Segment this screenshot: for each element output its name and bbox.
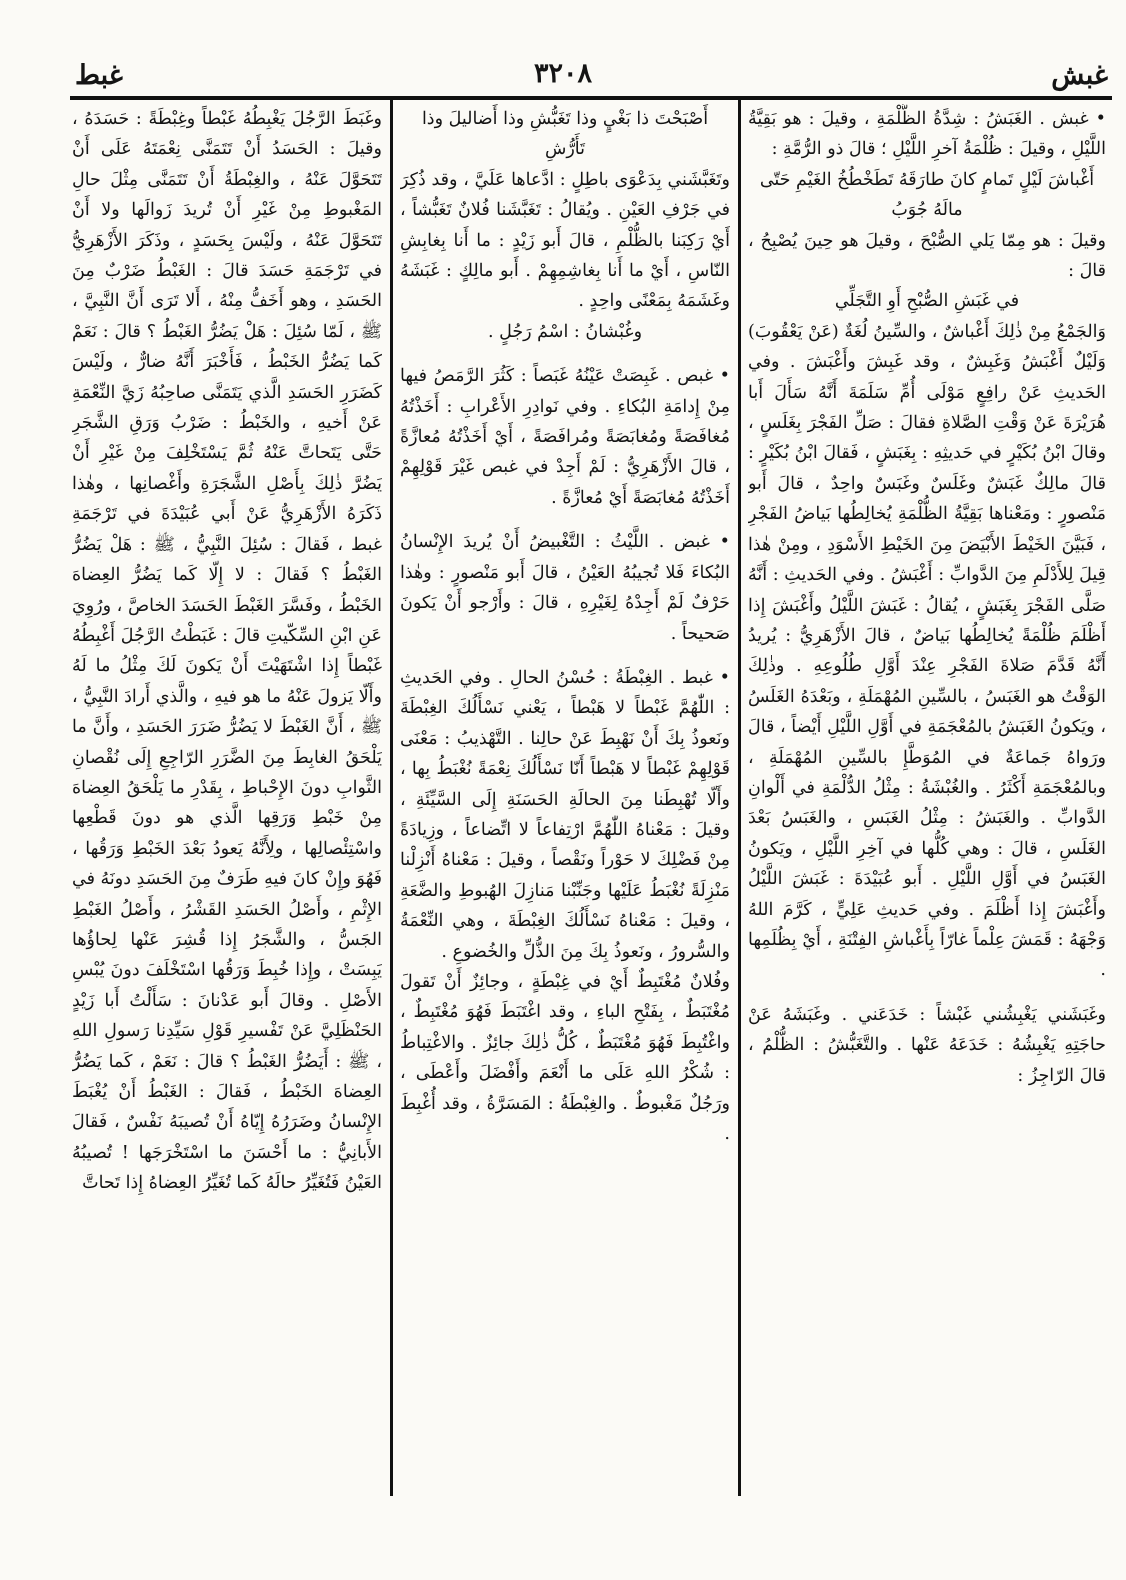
entry-ghabas: • غبص . غَبِصَتْ عَيْنُهُ غَبَصاً : كَثُرَ الرَّمَصُ فيها مِنْ إِدامَةِ البُكاءِ . وفي نَوادِرِ الأَعْرابِ : أَخَذْتُهُ مُغافَصَةً ومُغابَصَةً ومُرافَصَةً ، أَيْ أَخَذْتُهُ مُعازَّةً ، قالَ الأَزْهَرِيُّ : لَمْ أَجِدْ في غبص غَيْرَ قَوْلِهِمْ أَخَذْتُهُ مُغابَصَةً أَيْ مُعازَّةً . [400, 366, 730, 508]
column-right [748, 104, 1106, 1484]
paragraph: وغَبَطَ الرَّجُلَ يَغْبِطُهُ غَبْطاً وغِبْطَةً : حَسَدَهُ ، وقيلَ : الحَسَدُ أَنْ تَتَمَنَّى نِعْمَتَهُ عَلَى أَنْ تَتَحَوَّلَ عَنْهُ ، والغِبْطَةُ أَنْ تَتَمَنَّى مِثْلَ حالِ المَغْبوطِ مِنْ غَيْرِ أَنْ تُريدَ زَوالَها ولا أَنْ تَتَحَوَّلَ عَنْهُ ، ولَيْسَ بِحَسَدٍ ، وذَكَرَ الأَزْهَرِيُّ في تَرْجَمَةِ حَسَدَ قالَ : الغَبْطُ ضَرْبٌ مِنَ الحَسَدِ ، وهو أَخَفُّ مِنْهُ ، أَلا تَرَى أَنَّ النَّبِيَّ ، ﷺ ، لَمّا سُئِلَ : هَلْ يَضُرُّ الغَبْطُ ؟ قالَ : نَعَمْ كَما يَضُرُّ الخَبْطُ ، فَأَخْبَرَ أَنَّهُ ضارٌّ ، ولَيْسَ كَضَرَرِ الحَسَدِ الَّذي يَتَمَنَّى صاحِبُهُ زَيَّ النِّعْمَةِ عَنْ أَخيهِ ، والخَبْطُ : ضَرْبُ وَرَقِ الشَّجَرِ حَتَّى يَتَحاتَّ عَنْهُ ثُمَّ يَسْتَخْلِفَ مِنْ غَيْرِ أَنْ يَضُرَّ ذٰلِكَ بِأَصْلِ الشَّجَرَةِ وأَغْصانِها ، وهٰذا ذَكَرَهُ الأَزْهَرِيُّ عَنْ أَبي عُبَيْدَةَ في تَرْجَمَةِ غبط ، فَقالَ : سُئِلَ النَّبِيُّ ، ﷺ : هَلْ يَضُرُّ الغَبْطُ ؟ فَقالَ : لا إِلّا كَما يَضُرُّ العِضاهَ الخَبْطُ ، وفَسَّرَ الغَبْطَ الحَسَدَ الخاصَّ ، ورُوِيَ عَنِ ابْنِ السِّكّيتِ قالَ : غَبَطْتُ الرَّجُلَ أَغْبِطُهُ غَبْطاً إِذا اشْتَهَيْتَ أَنْ يَكونَ لَكَ مِثْلُ ما لَهُ وأَلّا يَزولَ عَنْهُ ما هو فيهِ ، والَّذي أَرادَ النَّبِيُّ ، ﷺ ، أَنَّ الغَبْطَ لا يَضُرُّ ضَرَرَ الحَسَدِ ، وأَنَّ ما يَلْحَقُ الغابِطَ مِنَ الضَّرَرِ الرّاجِعِ إِلَى نُقْصانِ الثَّوابِ دونَ الإِحْباطِ ، بِقَدْرِ ما يَلْحَقُ العِضاهَ مِنْ خَبْطِ وَرَقِها الَّذي هو دونَ قَطْعِها واسْتِئْصالِها ، ولِأَنَّهُ يَعودُ بَعْدَ الخَبْطِ وَرَقُها ، فَهُوَ وإِنْ كانَ فيهِ طَرَفٌ مِنَ الحَسَدِ دونَهُ في الإِثْمِ ، وأَصْلُ الحَسَدِ القَشْرُ ، وأَصْلُ الغَبْطِ الجَسُّ ، والشَّجَرُ إِذا قُشِرَ عَنْها لِحاؤُها يَبِسَتْ ، وإِذا خُبِطَ وَرَقُها اسْتَخْلَفَ دونَ يُبْسِ الأَصْلِ . وقالَ أَبو عَدْنانَ : سَأَلْتُ أَبا زَيْدٍ الحَنْظَلِيَّ عَنْ تَفْسيرِ قَوْلِ سَيِّدِنا رَسولِ اللهِ ، ﷺ : أَيَضُرُّ الغَبْطُ ؟ قالَ : نَعَمْ ، كَما يَضُرُّ العِضاهَ الخَبْطُ ، فَقالَ : الغَبْطُ أَنْ يُغْبَطَ الإِنْسانُ وضَرَرُهُ إِيّاهُ أَنْ تُصيبَهُ نَفْسٌ ، فَقالَ الأَبانِيُّ : ما أَحْسَنَ ما اسْتَخْرَجَها ! تُصيبُهُ العَيْنُ فَتُغَيِّرُ حالَهُ كَما تُغَيِّرُ العِضاهُ إِذا تَحاتَّ [72, 109, 382, 1194]
column-middle [400, 104, 730, 1484]
page-number: ٣٢٠٨ [533, 58, 592, 89]
header-left-word: غبط [75, 60, 123, 91]
header-rule [70, 96, 1112, 100]
paragraph: وغُبْشانُ : اسْمُ رَجُلٍ . [487, 321, 643, 342]
paragraph: وفُلانٌ مُغْتَبِطٌ أَيْ في غِبْطَةٍ ، وجائِزٌ أَنْ تَقولَ مُغْتَبَطٌ ، بِفَتْحِ الباءِ ، وقد اغْتَبَطَ فَهُوَ مُغْتَبِطٌ ، واغْتُبِطَ فَهُوَ مُغْتَبَطٌ ، كُلُّ ذٰلِكَ جائِزٌ . والاغْتِباطُ : شُكْرُ اللهِ عَلَى ما أَنْعَمَ وأَفْضَلَ وأَعْطَى ، ورَجُلٌ مَغْبوطٌ . والغِبْطَةُ : المَسَرَّةُ ، وقد أُغْبِطَ . [400, 971, 730, 1144]
paragraph: وَالجَمْعُ مِنْ ذٰلِكَ أَغْباشٌ ، والسِّينُ لُغَةٌ (عَنْ يَعْقُوبَ) وَلَيْلٌ أَغْبَشُ وَغَبِشٌ ، وقد غَبِشَ وأَغْبَشَ . وفي الحَديثِ عَنْ رافِعٍ مَوْلَى أُمِّ سَلَمَةَ أَنَّهُ سَأَلَ أَبا هُرَيْرَةَ عَنْ وَقْتِ الصَّلاةِ فقالَ : صَلِّ الفَجْرَ بِغَلَسٍ ، وقالَ ابْنُ بُكَيْرٍ في حَديثِهِ : بِغَبَشٍ ، فَقالَ ابْنُ بُكَيْرٍ : قالَ مالِكٌ غَبَشٌ وغَلَسٌ وغَبَسٌ واحِدٌ ، قالَ أَبو مَنْصورٍ : ومَعْناها بَقِيَّةُ الظُّلْمَةِ يُخالِطُها بَياضُ الفَجْرِ ، فَبَيَّنَ الخَيْطَ الأَبْيَضَ مِنَ الخَيْطِ الأَسْوَدِ ، ومِنْ هٰذا قِيلَ لِلأَدْلَمِ مِنَ الدَّوابِّ : أَغْبَشُ . وفي الحَديثِ : أَنَّهُ صَلَّى الفَجْرَ بِغَبَشٍ ، يُقالُ : غَبَشَ اللَّيْلُ وأَغْبَشَ إِذا أَظْلَمَ ظُلْمَةً يُخالِطُها بَياضٌ ، قالَ الأَزْهَرِيُّ : يُريدُ أَنَّهُ قَدَّمَ صَلاةَ الفَجْرِ عِنْدَ أَوَّلِ طُلُوعِهِ . وذٰلِكَ الوَقْتُ هو الغَبَسُ ، بالسِّينِ المُهْمَلَةِ ، وبَعْدَهُ الغَلَسُ ، ويَكونُ الغَبَشُ بالمُعْجَمَةِ في أَوَّلِ اللَّيْلِ أَيْضاً ، قالَ ورَواهُ جَماعَةٌ في المُوَطَّإِ بالسِّينِ المُهْمَلَةِ ، وبالمُعْجَمَةِ أَكْثَرُ . والغُبْشَةُ : مِثْلُ الدُّلْمَةِ في أَلْوانِ الدَّوابِّ . والغَبَشُ : مِثْلُ الغَبَسِ ، والغَبَسُ بَعْدَ الغَلَسِ ، قالَ : وهي كُلُّها في آخِرِ اللَّيْلِ ، ويَكونُ الغَبَسُ في أَوَّلِ اللَّيْلِ . أَبو عُبَيْدَةَ : غَبَشَ اللَّيْلُ وأَغْبَشَ إِذا أَظْلَمَ . وفي حَديثِ عَلِيٍّ ، كَرَّمَ اللهُ وَجْهَهُ : قَمَشَ عِلْماً غارّاً بِأَغْباشِ الفِتْنَةِ ، أَيْ بِظُلَمِها . [748, 321, 1106, 981]
verse: أَغْباشَ لَيْلٍ تَمامٍ كانَ طارَقَهُ تَطَخْطُخُ الغَيْمِ حَتّى مالَهُ جُوَبُ [759, 169, 1095, 221]
column-divider-left [390, 96, 393, 1496]
paragraph: وقيلَ : هو مِمّا يَلي الصُّبْحَ ، وقيلَ هو حِينَ يُصْبِحُ ، قالَ : [748, 230, 1106, 282]
entry-ghabat: • غبط . الغِبْطَةُ : حُسْنُ الحالِ . وفي الحَديثِ : اللّٰهُمَّ غَبْطاً لا هَبْطاً ، يَعْني نَسْأَلُكَ الغِبْطَةَ ونَعوذُ بِكَ أَنْ نَهْبِطَ عَنْ حالِنا . التَّهْذيبُ : مَعْنَى قَوْلِهِمْ غَبْطاً لا هَبْطاً أَنّا نَسْأَلُكَ نِعْمَةً نُغْبَطُ بِها ، وأَلّا تُهْبِطَنا مِنَ الحالَةِ الحَسَنَةِ إِلَى السَّيِّئَةِ ، وقيلَ : مَعْناهُ اللّٰهُمَّ ارْتِفاعاً لا اتِّضاعاً ، وزِيادَةً مِنْ فَضْلِكَ لا حَوْراً ونَقْصاً ، وقيلَ : مَعْناهُ أَنْزِلْنا مَنْزِلَةً نُغْبَطُ عَلَيْها وجَنِّبْنا مَنازِلَ الهُبوطِ والضَّعَةِ ، وقيلَ : مَعْناهُ نَسْأَلُكَ الغِبْطَةَ ، وهي النِّعْمَةُ والسُّرورُ ، ونَعوذُ بِكَ مِنَ الذُّلِّ والخُضوعِ . [400, 667, 730, 962]
column-left [72, 104, 382, 1484]
entry-ghabash: • غبش . الغَبَشُ : شِدَّةُ الظُّلْمَةِ ، وقيلَ : هو بَقِيَّةُ اللَّيْلِ ، وقيلَ : ظُلْمَةُ آخرِ اللَّيْلِ ؛ قالَ ذو الرُّمَّةِ : [748, 109, 1106, 160]
header-right-word: غبش [1051, 60, 1108, 91]
paragraph: وتَغَبَّشَني بِدَعْوَى باطِلٍ : ادَّعاها عَلَيَّ ، وقد ذُكِرَ في جَرْفِ العَيْنِ . ويُقالُ : تَغَبَّشَنا فُلانٌ تَغَبُّشاً ، أَيْ رَكِبَنا بالظُّلْمِ ، قالَ أَبو زَيْدٍ : ما أَنا بِغابِشِ النّاسِ ، أَيْ ما أَنا بِغاشِمِهِمْ . أَبو مالِكٍ : غَبَشَهُ وغَشَمَهُ بِمَعْنًى واحِدٍ . [400, 169, 730, 312]
column-divider-right [738, 96, 741, 1496]
verse: في غَبَشِ الصُّبْحِ أَوِ التَّجَلِّي [834, 291, 1020, 312]
entry-ghabad: • غبض . اللَّيْثُ : التَّغْبيضُ أَنْ يُريدَ الإِنْسانُ البُكاءَ فَلا تُجيبُهُ العَيْنُ ، قالَ أَبو مَنْصورٍ : وهٰذا حَرْفٌ لَمْ أَجِدْهُ لِغَيْرِهِ ، قالَ : وأَرْجو أَنْ يَكونَ صَحيحاً . [400, 532, 730, 644]
verse: أَصْبَحْتَ ذا بَغْيٍ وذا تَغَبُّشِ وذا أَضاليلَ وذا تَأَرُّشِ [421, 109, 709, 160]
paragraph: وغَبَشَني يَغْبِشُني غَبْشاً : خَدَعَني . وغَبَشَهُ عَنْ حاجَتِهِ يَغْبِشُهُ : خَدَعَهُ عَنْها . والتَّغَبُّشُ : الظُّلْمُ ، قالَ الرّاجِزُ : [748, 1004, 1106, 1086]
